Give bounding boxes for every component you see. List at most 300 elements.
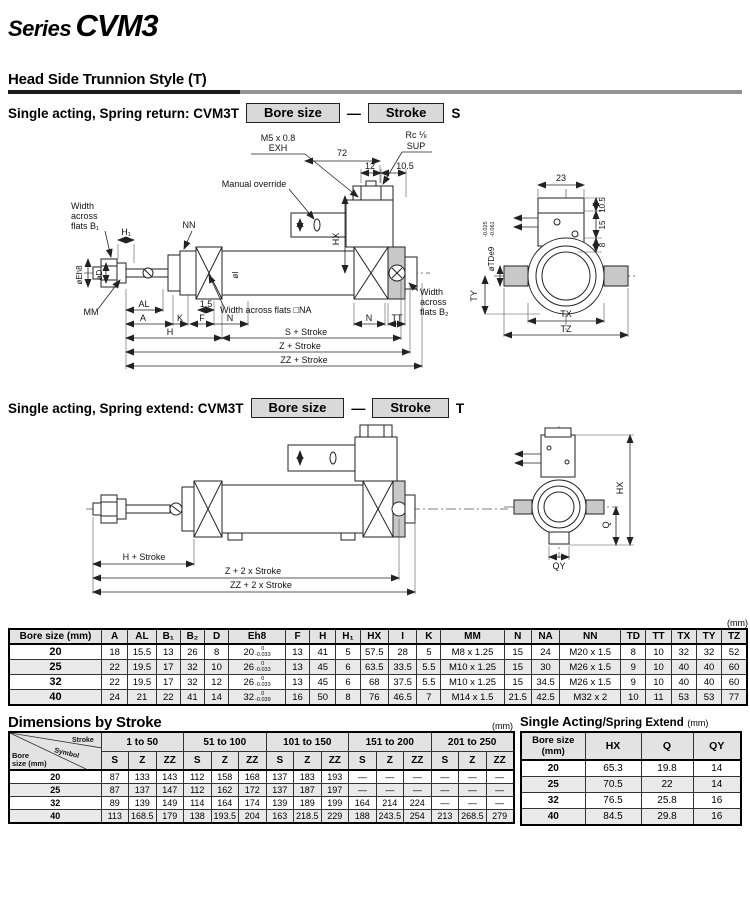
main-table-cell: 9 (621, 675, 646, 690)
stroke-table-cell: 133 (129, 770, 157, 784)
sa-table-cell: 29.8 (641, 809, 693, 826)
main-table-cell: M26 x 1.5 (560, 660, 621, 675)
stroke-table (8, 731, 515, 824)
main-table-header-4: B₂ (180, 629, 204, 644)
width-flats-b1-line3: flats B₁ (71, 221, 100, 231)
stroke-table-cell: — (431, 770, 459, 784)
bore-size-box-2: Bore size (251, 398, 345, 418)
main-table-cell: 32 (180, 675, 204, 690)
sa-title-sub: /Spring Extend (602, 717, 684, 730)
stroke-table-cell: — (459, 770, 487, 784)
main-table-cell: 7 (417, 690, 441, 706)
main-table-cell: M26 x 1.5 (560, 675, 621, 690)
sa-table-title (520, 714, 742, 729)
main-table-cell: 53 (696, 690, 721, 706)
sa-table-row-40 (521, 809, 741, 826)
sa-table-cell: 14 (693, 760, 741, 777)
width-flats-b1-line1: Width (71, 201, 95, 211)
end-view-outline (504, 426, 618, 558)
corner-bore-line2: size (mm) (12, 759, 47, 769)
stroke-table-row-25 (9, 784, 514, 797)
main-table-cell: 22 (102, 660, 128, 675)
main-table-cell: 26 (180, 644, 204, 660)
stroke-table-cell: — (486, 770, 514, 784)
rc-port-label: Rc ⅛ (405, 130, 427, 140)
main-table-cell: 60 (722, 675, 747, 690)
stroke-table-cell: 87 (101, 784, 129, 797)
dim-al: AL (138, 299, 150, 309)
main-table-cell: 50 (310, 690, 336, 706)
bore-size-cell: 25 (9, 784, 101, 797)
main-table-cell: 10 (646, 675, 671, 690)
tolerance-stack (255, 691, 271, 703)
main-table-row-25 (9, 660, 747, 675)
main-table-cell: 40 (696, 660, 721, 675)
tolerance-upper: 0 (261, 661, 265, 668)
main-table-cell: 15.5 (128, 644, 156, 660)
tolerance-stack (255, 646, 271, 658)
tolerance-value (243, 691, 270, 703)
symbol-header-Z: Z (294, 751, 322, 770)
tolerance-stack (255, 661, 271, 673)
corner-diagonal-svg (10, 733, 101, 769)
stroke-range-2: 101 to 150 (266, 732, 349, 751)
dim-h-stroke: H + Stroke (122, 552, 166, 562)
tolerance-lower: -0.033 (255, 652, 271, 659)
stroke-table-cell: 164 (211, 797, 239, 810)
main-table-header-19: TX (671, 629, 696, 644)
stroke-table-cell: 193 (321, 770, 349, 784)
main-table-cell: 13 (285, 660, 309, 675)
stroke-table-cell: 179 (156, 810, 184, 824)
dia-td-label: øTDe9 (487, 246, 496, 272)
main-table-cell: 21.5 (504, 690, 531, 706)
td-tolerance-bottom: -0.061 (490, 221, 496, 237)
dim-q: Q (601, 521, 611, 529)
main-table-cell: 16 (285, 690, 309, 706)
stroke-range-1: 51 to 100 (184, 732, 267, 751)
stroke-box: Stroke (368, 103, 444, 123)
stroke-table-cell: — (459, 784, 487, 797)
main-table-cell: 32 (180, 660, 204, 675)
main-table-header-16: NN (560, 629, 621, 644)
main-table-cell: 33.5 (388, 660, 416, 675)
main-table-cell: 6 (336, 675, 360, 690)
main-table-cell: 32 (696, 644, 721, 660)
sa-table-header-1: HX (585, 732, 641, 760)
stroke-table-cell: 139 (129, 797, 157, 810)
dim-zz-stroke: ZZ + Stroke (280, 355, 328, 365)
main-table-cell: 77 (722, 690, 747, 706)
series-prefix: Series (8, 16, 72, 41)
main-table-cell: 9 (621, 660, 646, 675)
stroke-table-cell: — (349, 784, 377, 797)
main-table-row-40 (9, 690, 747, 706)
tolerance-main: 26 (243, 661, 255, 673)
sa-table-cell: 19.8 (641, 760, 693, 777)
symbol-header-Z: Z (376, 751, 404, 770)
main-table-cell: 13 (285, 644, 309, 660)
dim-12: 12 (364, 161, 376, 171)
main-table-header-1: A (102, 629, 128, 644)
manual-override-label: Manual override (221, 179, 287, 189)
tolerance-upper: 0 (261, 691, 265, 698)
main-table-header-12: K (417, 629, 441, 644)
stroke-range-header-row (9, 732, 514, 751)
sa-table-cell: 70.5 (585, 777, 641, 793)
main-table-cell: 19.5 (128, 660, 156, 675)
dim-tx: TX (560, 309, 572, 319)
stroke-box-2: Stroke (372, 398, 448, 418)
main-table-cell: 5 (336, 644, 360, 660)
main-table-cell: 14 (205, 690, 229, 706)
stroke-table-cell: — (349, 770, 377, 784)
main-table-header-17: TD (621, 629, 646, 644)
dim-hx: HX (331, 232, 341, 246)
dia-e-label: øEh8 (75, 265, 84, 285)
main-table-header-row (9, 629, 747, 644)
stroke-table-cell: 183 (294, 770, 322, 784)
exh-port-label: EXH (268, 143, 288, 153)
tolerance-main: 32 (243, 691, 255, 703)
stroke-table-cell: — (486, 797, 514, 810)
dim-qy: QY (552, 561, 566, 571)
dim-tz: TZ (560, 324, 572, 334)
width-flats-b1-line2: across (71, 211, 98, 221)
symbol-header-ZZ: ZZ (156, 751, 184, 770)
main-table-header-14: N (504, 629, 531, 644)
main-table-cell: 22 (102, 675, 128, 690)
bottom-tables (8, 714, 742, 826)
stroke-table-cell: 147 (156, 784, 184, 797)
stroke-table-cell: 87 (101, 770, 129, 784)
stroke-table-units: (mm) (492, 721, 513, 732)
main-table-header-10: HX (360, 629, 388, 644)
dash-separator: — (346, 105, 361, 121)
dim-mm: MM (83, 307, 99, 317)
dim-z-2-stroke: Z + 2 x Stroke (224, 566, 282, 576)
model-line-spring-extend (8, 398, 742, 418)
symbol-header-S: S (266, 751, 294, 770)
stroke-table-cell: 137 (266, 784, 294, 797)
main-table-cell: 10 (205, 660, 229, 675)
sa-table-header-row (521, 732, 741, 760)
corner-bore-line1: Bore (12, 751, 30, 761)
side-view-outline (84, 247, 430, 299)
main-dimensions-table (8, 628, 748, 706)
tolerance-upper: 0 (261, 646, 265, 652)
stroke-table-row-20 (9, 770, 514, 784)
main-table-header-20: TY (696, 629, 721, 644)
sa-table-cell: 14 (693, 777, 741, 793)
main-table-cell: 22 (156, 690, 180, 706)
dim-hx-extend: HX (615, 481, 625, 495)
stroke-table-cell: — (431, 784, 459, 797)
stroke-table-cell: 139 (266, 797, 294, 810)
stroke-table-cell: 213 (431, 810, 459, 824)
bore-size-cell: 40 (9, 810, 101, 824)
dim-h: H (166, 327, 174, 337)
symbol-header-ZZ: ZZ (239, 751, 267, 770)
solenoid-valve-outline (288, 425, 397, 481)
width-flats-na-label: Width across flats □NA (220, 305, 312, 315)
stroke-table-title: Dimensions by Stroke (8, 714, 162, 732)
main-table-cell: 10 (646, 660, 671, 675)
stroke-table-row-40 (9, 810, 514, 824)
main-table-cell: 17 (156, 675, 180, 690)
stroke-table-cell: — (376, 770, 404, 784)
main-table-cell: 24 (102, 690, 128, 706)
stroke-table-cell: 112 (184, 770, 212, 784)
dia-i-label: øI (231, 271, 240, 279)
main-table-cell: 40 (671, 660, 696, 675)
spring-return-drawing-svg (8, 123, 742, 389)
stroke-table-cell: 189 (294, 797, 322, 810)
main-table-header-7: F (285, 629, 309, 644)
main-table-row-32 (9, 675, 747, 690)
drawing-spring-extend (8, 418, 742, 604)
sa-table-cell: 65.3 (585, 760, 641, 777)
tolerance-lower: -0.033 (255, 667, 271, 674)
dim-10-5: 10.5 (396, 161, 414, 171)
sa-table-row-32 (521, 793, 741, 809)
main-table-header-2: AL (128, 629, 156, 644)
bore-size-cell: 32 (521, 793, 585, 809)
symbol-header-S: S (349, 751, 377, 770)
symbol-header-S: S (101, 751, 129, 770)
stroke-table-cell: 149 (156, 797, 184, 810)
model-line-spring-return (8, 103, 742, 123)
main-table-cell: M14 x 1.5 (441, 690, 504, 706)
stroke-table-cell: 187 (294, 784, 322, 797)
dimensions-by-stroke-section (8, 714, 515, 826)
main-table-cell: 57.5 (360, 644, 388, 660)
bore-size-cell: 25 (521, 777, 585, 793)
main-table-header-13: MM (441, 629, 504, 644)
spring-extend-label: Single acting, Spring extend: CVM3T (8, 400, 244, 416)
spring-return-label: Single acting, Spring return: CVM3T (8, 105, 240, 121)
main-table-cell: 12 (205, 675, 229, 690)
stroke-table-row-32 (9, 797, 514, 810)
dim-10-5-end: 10.5 (598, 197, 607, 213)
main-table-cell: 41 (310, 644, 336, 660)
stroke-table-cell: — (376, 784, 404, 797)
stroke-table-cell: 168 (239, 770, 267, 784)
main-table-cell: 21 (128, 690, 156, 706)
main-table-cell: 11 (646, 690, 671, 706)
stroke-range-0: 1 to 50 (101, 732, 184, 751)
spring-extend-drawing-svg (8, 418, 742, 604)
stroke-table-cell: 137 (266, 770, 294, 784)
stroke-table-cell: 199 (321, 797, 349, 810)
dim-tt: TT (391, 313, 403, 323)
main-table-cell (229, 644, 286, 660)
dim-1-5: 1.5 (199, 299, 213, 309)
bore-size-cell: 20 (521, 760, 585, 777)
section-heading: Head Side Trunnion Style (T) (8, 71, 207, 88)
m5-port-label: M5 x 0.8 (260, 133, 296, 143)
symbol-header-Z: Z (459, 751, 487, 770)
stroke-table-cell: 112 (184, 784, 212, 797)
spring-extend-suffix: T (455, 400, 465, 416)
td-tolerance-top: -0.025 (483, 221, 489, 237)
corner-symbol-label: Symbol (53, 747, 80, 761)
stroke-table-cell: 163 (266, 810, 294, 824)
spring-return-suffix: S (451, 105, 461, 121)
dim-z-stroke: Z + Stroke (279, 341, 321, 351)
stroke-table-cell: 279 (486, 810, 514, 824)
tolerance-stack (255, 676, 271, 688)
main-table-cell: 8 (205, 644, 229, 660)
stroke-table-cell: 224 (404, 797, 432, 810)
main-table-cell (229, 675, 286, 690)
symbol-header-ZZ: ZZ (486, 751, 514, 770)
sa-table-cell: 16 (693, 793, 741, 809)
symbol-header-ZZ: ZZ (321, 751, 349, 770)
main-table-cell: 32 (671, 644, 696, 660)
stroke-table-cell: 174 (239, 797, 267, 810)
main-table-cell: 5.5 (417, 675, 441, 690)
dim-zz-2-stroke: ZZ + 2 x Stroke (230, 580, 292, 590)
bore-size-cell: 32 (9, 797, 101, 810)
dim-s-stroke: S + Stroke (284, 327, 328, 337)
main-table-cell: 18 (102, 644, 128, 660)
stroke-table-cell: 254 (404, 810, 432, 824)
main-table-cell: 5.5 (417, 660, 441, 675)
symbol-header-S: S (431, 751, 459, 770)
main-table-cell: 5 (417, 644, 441, 660)
stroke-range-4: 201 to 250 (431, 732, 514, 751)
sa-table-units: (mm) (687, 718, 709, 729)
stroke-table-cell: 229 (321, 810, 349, 824)
tolerance-value (243, 676, 270, 688)
stroke-table-cell: — (404, 784, 432, 797)
main-table-header-11: I (388, 629, 416, 644)
bore-size-cell: 25 (9, 660, 102, 675)
sa-table-cell: 16 (693, 809, 741, 826)
side-view-labels (123, 552, 292, 590)
dim-nn: NN (182, 220, 196, 230)
main-table-header-9: H₁ (336, 629, 360, 644)
bore-size-box: Bore size (246, 103, 340, 123)
sa-table-row-20 (521, 760, 741, 777)
sa-table-cell: 22 (641, 777, 693, 793)
stroke-table-cell: 158 (211, 770, 239, 784)
stroke-table-cell: — (431, 797, 459, 810)
main-table-cell (229, 660, 286, 675)
stroke-table-cell: 172 (239, 784, 267, 797)
main-table-cell: M32 x 2 (560, 690, 621, 706)
main-table-cell: 19.5 (128, 675, 156, 690)
dim-n: N (226, 313, 234, 323)
main-table-cell: 40 (696, 675, 721, 690)
main-table-units: (mm) (727, 618, 748, 628)
sa-table-cell: 76.5 (585, 793, 641, 809)
stroke-table-cell: — (404, 770, 432, 784)
bore-size-cell: 40 (9, 690, 102, 706)
bore-size-cell: 20 (9, 644, 102, 660)
dim-23: 23 (555, 173, 567, 183)
dim-a: A (139, 313, 147, 323)
dim-8: 8 (598, 242, 607, 248)
main-table-header-6: Eh8 (229, 629, 286, 644)
stroke-table-cell: 204 (239, 810, 267, 824)
main-table-cell: M10 x 1.25 (441, 660, 504, 675)
width-flats-b2-line1: Width (420, 287, 444, 297)
stroke-table-cell: 162 (211, 784, 239, 797)
stroke-table-cell: 218.5 (294, 810, 322, 824)
main-table-cell: 10 (646, 644, 671, 660)
tolerance-value (243, 661, 270, 673)
solenoid-valve-outline (291, 181, 393, 247)
stroke-table-corner (9, 732, 101, 770)
drawing-spring-return (8, 123, 742, 389)
sa-table-cell: 25.8 (641, 793, 693, 809)
symbol-header-S: S (184, 751, 212, 770)
corner-stroke-label: Stroke (72, 737, 94, 745)
sa-table-header-0: Bore size (mm) (521, 732, 585, 760)
main-table-cell: 60 (722, 660, 747, 675)
main-table-cell: 52 (722, 644, 747, 660)
main-table-cell: 17 (156, 660, 180, 675)
main-table-header-21: TZ (722, 629, 747, 644)
main-table-cell: 24 (531, 644, 559, 660)
main-table-cell: M8 x 1.25 (441, 644, 504, 660)
stroke-table-cell: 138 (184, 810, 212, 824)
symbol-header-Z: Z (211, 751, 239, 770)
main-table-cell: 40 (671, 675, 696, 690)
main-table-row-20 (9, 644, 747, 660)
main-table-cell: 15 (504, 675, 531, 690)
main-table-cell: 37.5 (388, 675, 416, 690)
main-table-cell: 53 (671, 690, 696, 706)
bore-size-cell: 32 (9, 675, 102, 690)
dash-separator-2: — (351, 400, 366, 416)
tolerance-lower: -0.039 (255, 697, 271, 704)
tolerance-value (243, 646, 270, 658)
series-model: CVM3 (75, 8, 158, 43)
main-table-cell: 34.5 (531, 675, 559, 690)
dim-72: 72 (336, 148, 348, 158)
main-table-cell: 30 (531, 660, 559, 675)
tolerance-lower: -0.033 (255, 682, 271, 689)
dim-h1: H₁ (121, 227, 131, 237)
tolerance-main: 26 (243, 676, 255, 688)
main-table-cell: 41 (180, 690, 204, 706)
stroke-table-cell: 168.5 (129, 810, 157, 824)
symbol-header-ZZ: ZZ (404, 751, 432, 770)
main-table-cell: 76 (360, 690, 388, 706)
stroke-table-cell: 214 (376, 797, 404, 810)
sa-table-header-2: Q (641, 732, 693, 760)
sa-table (520, 731, 742, 826)
dia-d-label: øD (95, 269, 104, 281)
stroke-table-cell: 113 (101, 810, 129, 824)
main-table-cell: 42.5 (531, 690, 559, 706)
main-table-cell: 10 (621, 690, 646, 706)
main-table-cell: 45 (310, 660, 336, 675)
bore-size-cell: 20 (9, 770, 101, 784)
main-table-cell: 8 (336, 690, 360, 706)
dim-f: F (199, 313, 205, 323)
stroke-table-cell: 164 (349, 797, 377, 810)
stroke-range-3: 151 to 200 (349, 732, 432, 751)
symbol-header-Z: Z (129, 751, 157, 770)
sa-table-header-3: QY (693, 732, 741, 760)
main-table-cell: 28 (388, 644, 416, 660)
main-table-header-3: B₁ (156, 629, 180, 644)
main-table-cell: 13 (285, 675, 309, 690)
